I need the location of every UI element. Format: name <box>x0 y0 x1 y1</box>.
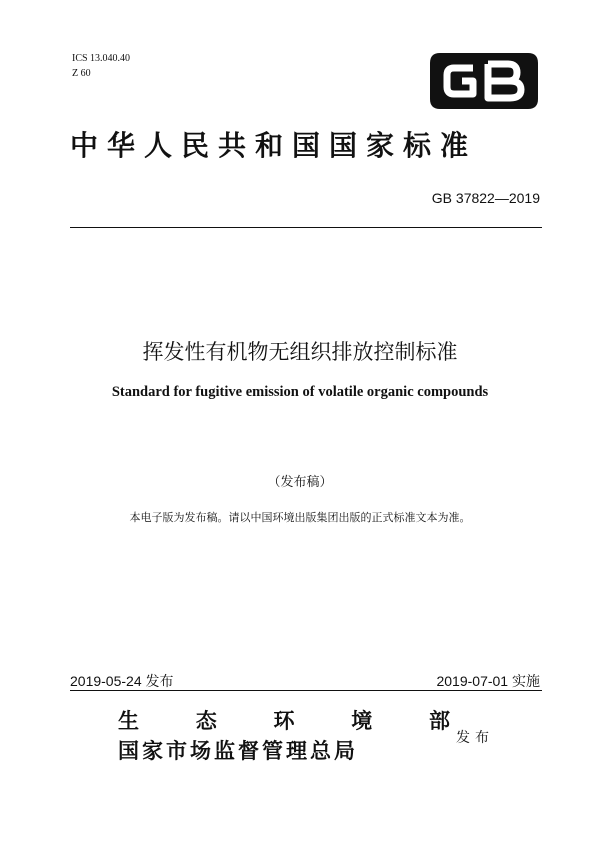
title-english: Standard for fugitive emission of volatile organic compounds <box>111 384 489 400</box>
standard-number: GB 37822—2019 <box>431 190 540 206</box>
publish-label: 发布 <box>456 730 494 746</box>
header-divider <box>70 227 542 228</box>
issuer-char: 态 <box>195 708 217 733</box>
issuer-administration: 国家市场监督管理总局 <box>118 738 358 763</box>
issuer-ministry <box>118 707 450 735</box>
standard-type: 中华人民共和国国家标准 <box>70 129 478 162</box>
issuer-char: 部 <box>429 708 450 733</box>
ics-code: ICS 13.040.40 <box>72 53 131 64</box>
issuer-char: 生 <box>118 708 139 733</box>
issuer-char: 境 <box>351 708 373 733</box>
issuer-char: 环 <box>273 708 295 733</box>
title-chinese: 挥发性有机物无组织排放控制标准 <box>142 340 458 364</box>
draft-note: 本电子版为发布稿。请以中国环境出版集团出版的正式标准文本为准。 <box>129 511 471 524</box>
draft-label: （发布稿） <box>267 475 333 490</box>
classification-code: Z 60 <box>72 68 91 79</box>
gb-logo <box>428 51 540 111</box>
issue-date: 2019-05-24 发布 <box>70 673 174 689</box>
footer-divider <box>70 690 542 691</box>
implementation-date: 2019-07-01 实施 <box>436 673 540 689</box>
